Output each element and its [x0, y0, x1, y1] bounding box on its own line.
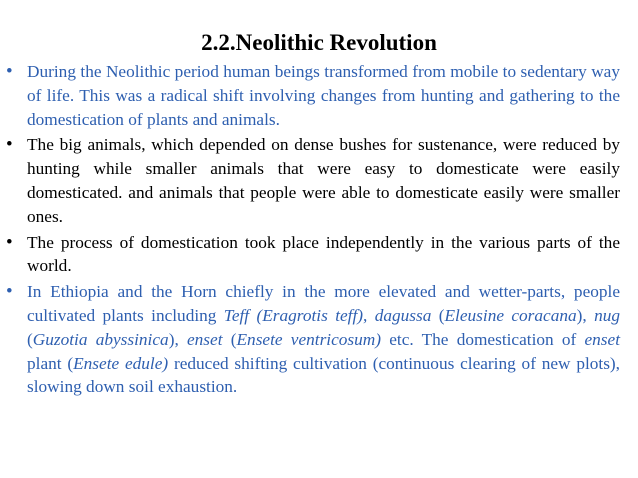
text-segment: etc. The domestication of [381, 329, 585, 349]
italic-term: dagussa [374, 305, 432, 325]
italic-term: Guzotia abyssinica [32, 329, 169, 349]
bullet-text: The process of domestication took place independently in the various parts of the world. [27, 232, 620, 276]
text-segment: ( [222, 329, 237, 349]
text-segment: ), [576, 305, 595, 325]
italic-term: Eleusine coracana [444, 305, 577, 325]
text-segment: reduced shifting cultivation (continuous clearing of new plots), slowing down soil exhaustion. [27, 353, 620, 397]
text-segment: ( [27, 329, 33, 349]
text-segment: plant ( [27, 353, 74, 373]
bullet-icon: • [6, 281, 13, 303]
text-segment: , [363, 305, 375, 325]
italic-term: enset [187, 329, 223, 349]
bullet-item [6, 133, 620, 228]
bullet-item [6, 60, 620, 131]
bullet-item [6, 231, 620, 279]
slide-title: 2.2.Neolithic Revolution [201, 30, 437, 55]
bullet-text: The big animals, which depended on dense bushes for sustenance, were reduced by hunting while smaller animals that were easy to domesticate were easily domesticated. and animals that people were able to domesticate easily were smaller ones. [27, 135, 620, 226]
italic-term: Ensete ventricosum) [236, 329, 382, 349]
bullet-icon: • [6, 134, 13, 156]
bullet-list [6, 60, 620, 401]
bullet-icon: • [6, 231, 13, 253]
text-segment: ), [168, 329, 187, 349]
bullet-text: During the Neolithic period human beings transformed from mobile to sedentary way of life. This was a radical shift involving changes from hunting and gathering to the domestication of plants and animals. [27, 62, 620, 129]
bullet-icon: • [6, 61, 13, 82]
bullet-text [27, 282, 620, 396]
italic-term: enset [584, 329, 621, 349]
italic-term: Teff (Eragrotis teff) [223, 305, 364, 325]
italic-term: nug [594, 305, 621, 325]
text-segment: ( [431, 305, 445, 325]
italic-term: Ensete edule) [73, 353, 169, 373]
text-segment: In Ethiopia and the Horn chiefly in the more elevated and wetter-parts, people cultivated plants including [27, 282, 620, 325]
bullet-item [6, 280, 620, 399]
